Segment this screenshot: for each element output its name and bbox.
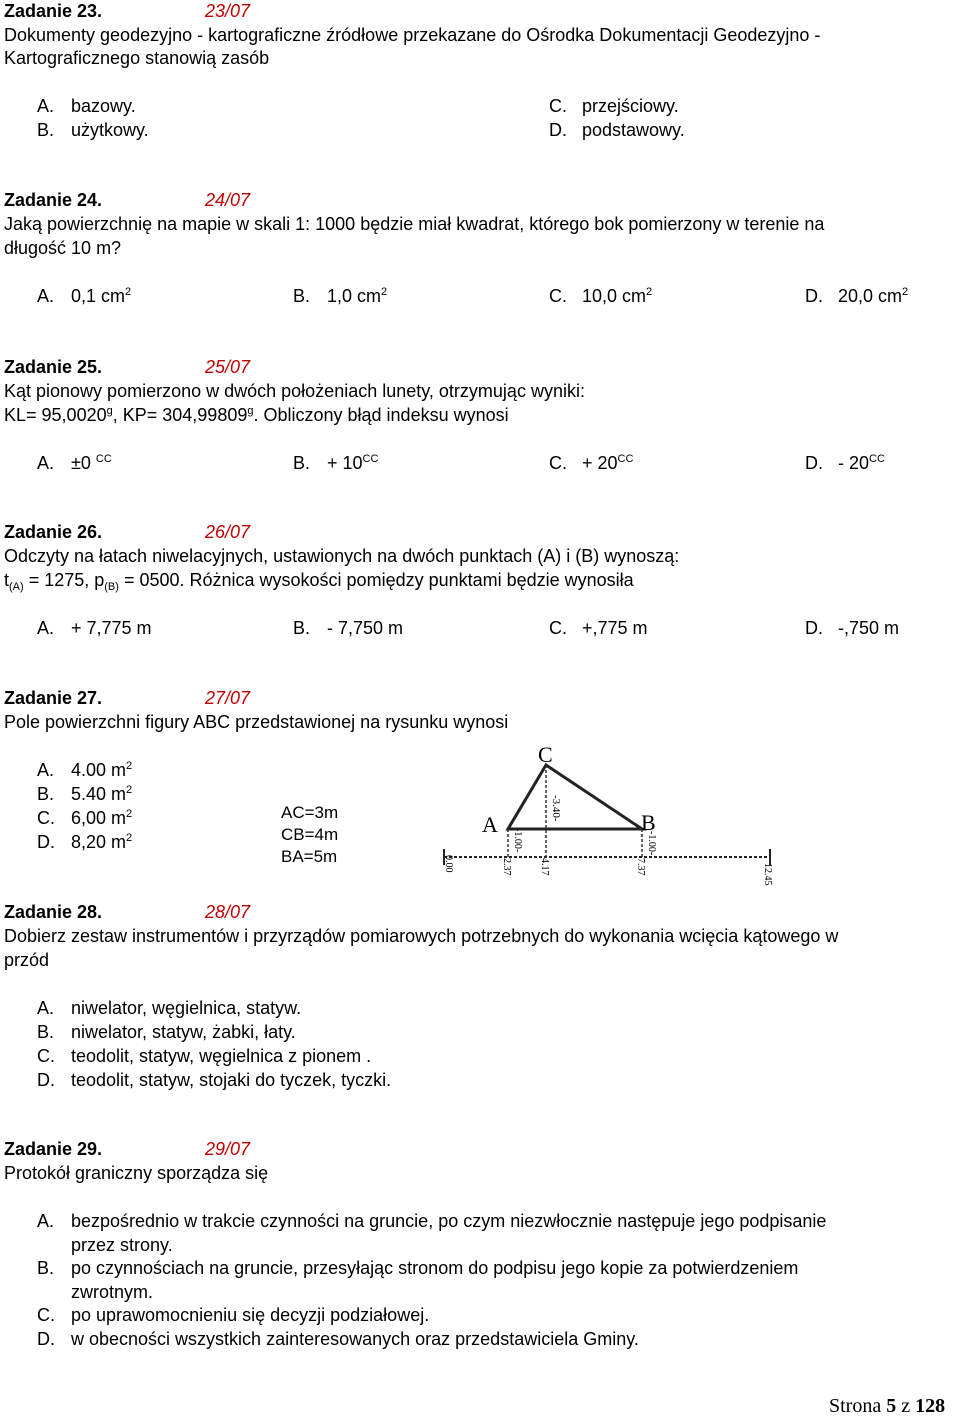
option-text: po czynnościach na gruncie, przesyłając stronom do podpisu jego kopie za potwierdzeniem: [71, 1258, 799, 1278]
page-separator: z: [901, 1395, 911, 1417]
option-letter: A.: [37, 998, 55, 1018]
option-letter: A.: [37, 618, 55, 638]
option-letter: B.: [37, 784, 55, 804]
question-code: 27/07: [205, 688, 251, 708]
question-code: 26/07: [205, 522, 251, 542]
vertex-a-label: A: [482, 812, 498, 837]
question-code: 24/07: [205, 190, 251, 210]
option-letter: B.: [37, 120, 55, 140]
option-text: - $20^{CC}$: [838, 453, 885, 473]
vertex-b-label: B: [641, 810, 656, 835]
option-text: w obecności wszystkich zainteresowanych oraz przedstawiciela Gminy.: [71, 1329, 639, 1349]
chain-label: 2.37: [501, 858, 512, 876]
option-text: 4.00 $m^2$: [71, 760, 133, 780]
question-code: 29/07: [205, 1139, 251, 1159]
question-text: Pole powierzchni figury ABC przedstawionej na rysunku wynosi: [4, 712, 509, 732]
option-letter: D.: [37, 1329, 55, 1349]
option-letter: B.: [293, 618, 311, 638]
question-text: Kartograficznego stanowią zasób: [4, 48, 270, 68]
option-text: podstawowy.: [582, 120, 685, 140]
option-text: niwelator, statyw, żabki, łaty.: [71, 1022, 296, 1042]
option-text: 6,00 $m^2$: [71, 808, 133, 828]
option-text: 1,0 $cm^2$: [327, 286, 388, 306]
option-text: niwelator, węgielnica, statyw.: [71, 998, 302, 1018]
offset-b-label: -1.00-: [646, 831, 657, 856]
option-letter: B.: [37, 1258, 55, 1278]
offset-a-label: -1.00-: [512, 828, 523, 853]
option-letter: C.: [37, 1046, 55, 1066]
question-text: Dokumenty geodezyjno - kartograficzne źródłowe przekazane do Ośrodka Dokumentacji Geodezyjno -: [4, 25, 821, 45]
question-text: Dobierz zestaw instrumentów i przyrządów pomiarowych potrzebnych do wykonania wcięcia kątowego w: [4, 926, 839, 946]
option-text: użytkowy.: [71, 120, 149, 140]
option-text-continued: przez strony.: [71, 1235, 173, 1255]
option-text: 20,0 $cm^2$: [838, 286, 909, 306]
option-letter: D.: [805, 618, 823, 638]
option-text: ±0 $^{CC}$: [71, 453, 112, 473]
question-code: 25/07: [205, 357, 251, 377]
option-letter: C.: [37, 1305, 55, 1325]
option-text-continued: zwrotnym.: [71, 1282, 154, 1302]
page-total: 128: [915, 1395, 946, 1417]
option-text: + $10^{CC}$: [327, 453, 379, 473]
option-letter: C.: [37, 808, 55, 828]
vertex-c-label: C: [538, 745, 553, 767]
question-code: 28/07: [205, 902, 251, 922]
question-title: Zadanie 25.: [4, 357, 103, 377]
chain-label: 7.37: [635, 858, 646, 876]
option-letter: C.: [549, 453, 567, 473]
option-text: 5.40 $m^2$: [71, 784, 133, 804]
question-title: Zadanie 24.: [4, 190, 103, 210]
question-text: Protokół graniczny sporządza się: [4, 1163, 269, 1183]
triangle-abc: [508, 765, 642, 829]
option-letter: C.: [549, 96, 567, 116]
dimension-cb: CB=4m: [281, 825, 339, 844]
option-text: teodolit, statyw, stojaki do tyczek, tyczki.: [71, 1070, 392, 1090]
option-letter: A.: [37, 760, 55, 780]
option-letter: D.: [805, 453, 823, 473]
option-letter: D.: [805, 286, 823, 306]
option-text: + $20^{CC}$: [582, 453, 634, 473]
option-text: 0,1 $cm^2$: [71, 286, 132, 306]
question-title: Zadanie 27.: [4, 688, 103, 708]
question-text: Jaką powierzchnię na mapie w skali 1: 1000 będzie miał kwadrat, którego bok pomierzony w terenie na: [4, 214, 825, 234]
question-title: Zadanie 28.: [4, 902, 103, 922]
option-text: bazowy.: [71, 96, 136, 116]
option-text: po uprawomocnieniu się decyzji podziałowej.: [71, 1305, 430, 1325]
option-text: 10,0 $cm^2$: [582, 286, 653, 306]
chain-label: 12.45: [762, 863, 773, 886]
option-letter: C.: [549, 286, 567, 306]
question-title: Zadanie 23.: [4, 1, 103, 21]
option-text: przejściowy.: [582, 96, 679, 116]
question-text: przód: [4, 950, 50, 970]
question-code: 23/07: [205, 1, 251, 21]
height-label: -3.40-: [550, 795, 562, 822]
option-letter: B.: [293, 453, 311, 473]
question-title: Zadanie 29.: [4, 1139, 103, 1159]
option-letter: D.: [37, 832, 55, 852]
option-text: teodolit, statyw, węgielnica z pionem .: [71, 1046, 372, 1066]
question-text: $t_{(A)} = 1275$, $p_{(B)} = 0500$. Różnica wysokości pomiędzy punktami będzie wynosiła: [4, 570, 634, 593]
option-letter: B.: [293, 286, 311, 306]
question-text: Odczyty na łatach niwelacyjnych, ustawionych na dwóch punktach (A) i (B) wynoszą:: [4, 546, 680, 566]
option-letter: A.: [37, 453, 55, 473]
question-text: Kąt pionowy pomierzono w dwóch położeniach lunety, otrzymując wyniki:: [4, 381, 585, 401]
question-title: Zadanie 26.: [4, 522, 103, 542]
option-text: 8,20 $m^2$: [71, 832, 133, 852]
option-text: - 7,750 m: [327, 618, 404, 638]
option-letter: A.: [37, 96, 55, 116]
option-text: +,775 m: [582, 618, 648, 638]
question-text: KL= 95,0020$^g$, KP= 304,99809$^g$. Obliczony błąd indeksu wynosi: [4, 405, 509, 425]
dimension-ba: BA=5m: [281, 847, 338, 866]
option-letter: A.: [37, 1211, 55, 1231]
page-footer: [829, 1395, 945, 1417]
option-letter: D.: [549, 120, 567, 140]
option-text: bezpośrednio w trakcie czynności na gruncie, po czym niezwłocznie następuje jego podpisanie: [71, 1211, 827, 1231]
page-number: 5: [886, 1395, 897, 1417]
option-text: -,750 m: [838, 618, 900, 638]
option-letter: D.: [37, 1070, 55, 1090]
page-label: Strona: [829, 1395, 882, 1417]
option-text: + 7,775 m: [71, 618, 152, 638]
chain-label: 4.17: [539, 858, 550, 876]
dimension-ac: AC=3m: [281, 803, 339, 822]
question-text: długość 10 m?: [4, 238, 122, 258]
option-letter: C.: [549, 618, 567, 638]
chain-label: 0.00: [443, 855, 454, 873]
triangle-figure: [436, 745, 781, 890]
option-letter: A.: [37, 286, 55, 306]
option-letter: B.: [37, 1022, 55, 1042]
